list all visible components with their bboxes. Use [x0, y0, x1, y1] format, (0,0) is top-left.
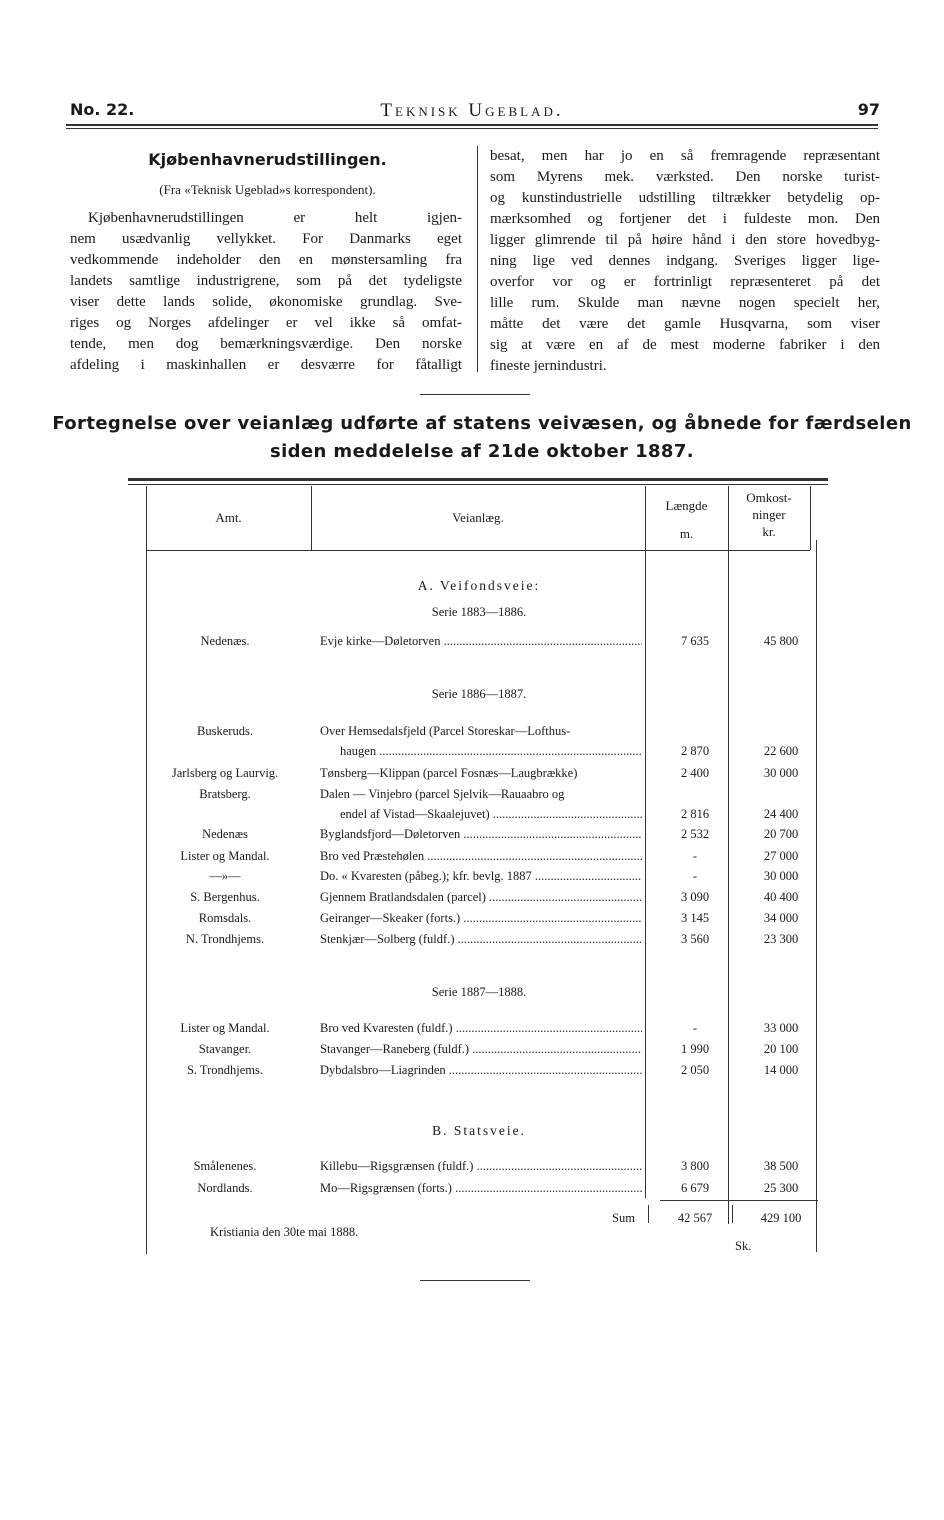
table-top-rule-thin [128, 484, 828, 485]
article-title: Kjøbenhavnerudstillingen. [148, 150, 387, 169]
article-subtitle: (Fra «Teknisk Ugeblad»s korrespondent). [159, 182, 376, 197]
sum-label: Sum [612, 1211, 635, 1225]
length-cell: 2 816 [680, 807, 710, 821]
length-cell: 3 560 [680, 932, 710, 946]
veianlaeg-cell: Geiranger—Skeaker (forts.) ..... [320, 910, 642, 926]
amt-cell: Lister og Mandal. [180, 849, 270, 863]
cost-cell: 33 000 [763, 1021, 799, 1035]
length-cell: - [692, 1021, 698, 1035]
veianlaeg-cell: Do. « Kvaresten (påbeg.); kfr. bevlg. 1887 ..... [320, 868, 642, 884]
text-line: afdeling i maskinhallen er desværre for fåtalligt [70, 357, 462, 373]
place-date: Kristiania den 30te mai 1888. [210, 1225, 359, 1239]
veianlaeg-cell: Tønsberg—Klippan (parcel Fosnæs—Laugbrække) [320, 766, 578, 780]
serie-heading: Serie 1883—1886. [431, 605, 527, 619]
sum-rule [660, 1200, 818, 1201]
article-left-column [70, 208, 462, 376]
cost-cell: 30 000 [763, 869, 799, 883]
col-divider-vei-sum [648, 1205, 649, 1223]
text-line: landets samtlige industrigrene, som på det tydeligste [70, 273, 462, 289]
cost-cell: 27 000 [763, 849, 799, 863]
text-line: besat, men har jo en så fremragende repræsentant [490, 148, 880, 164]
table-right-border [810, 486, 811, 550]
veianlaeg-cell: Stavanger—Raneberg (fuldf.) ..... [320, 1041, 642, 1057]
amt-cell: Bratsberg. [199, 787, 251, 801]
veianlaeg-cell: Stenkjær—Solberg (fuldf.) ..... [320, 931, 642, 947]
page-number: 97 [857, 100, 880, 119]
article-right-column [490, 146, 880, 377]
text-line: vedkommende indeholder den en mønstersamling fra [70, 252, 462, 268]
amt-cell: Nedenæs [202, 827, 248, 841]
veianlaeg-cell: Gjennem Bratlandsdalen (parcel) ..... [320, 889, 642, 905]
veianlaeg-cell: Over Hemsedalsfjeld (Parcel Storeskar—Lofthus- [320, 724, 571, 738]
amt-cell: Lister og Mandal. [180, 1021, 270, 1035]
length-cell: 1 990 [680, 1042, 710, 1056]
amt-cell: S. Trondhjems. [186, 1063, 264, 1077]
amt-cell: Stavanger. [198, 1042, 252, 1056]
amt-cell: S. Bergenhus. [190, 890, 260, 904]
text-line: tende, men dog bemærkningsværdige. Den norske [70, 336, 462, 352]
text-line: sig at være en af de mest moderne fabriker i den [490, 337, 880, 353]
serie-heading: Serie 1887—1888. [431, 985, 527, 999]
length-cell: 3 800 [680, 1159, 710, 1173]
table-title-line-2: siden meddelelse af 21de oktober 1887. [269, 441, 695, 462]
header-omk-1: Omkost- [746, 490, 792, 505]
cost-cell: 14 000 [763, 1063, 799, 1077]
header-rule-thin [66, 128, 878, 129]
cost-cell: 30 000 [763, 766, 799, 780]
cost-cell: 38 500 [763, 1159, 799, 1173]
cost-cell: 24 400 [763, 807, 799, 821]
length-cell: 2 532 [680, 827, 710, 841]
veianlaeg-cell: Dalen — Vinjebro (parcel Sjelvik—Rauaabro og [320, 787, 565, 801]
length-cell: 3 090 [680, 890, 710, 904]
section-b-heading: B. Statsveie. [432, 1123, 526, 1138]
veianlaeg-cell: Byglandsfjord—Døletorven ..... [320, 826, 642, 842]
text-line: lille rum. Skulde man nævne nogen specielt her, [490, 295, 880, 311]
signature: Sk. [735, 1239, 752, 1253]
header-veianlaeg: Veianlæg. [452, 510, 504, 525]
journal-title: Teknisk Ugeblad. [380, 100, 564, 121]
column-divider [477, 146, 478, 372]
text-line: Kjøbenhavnerudstillingen er helt igjen- [88, 210, 462, 226]
amt-cell: —»— [209, 869, 241, 883]
cost-cell: 22 600 [763, 744, 799, 758]
veianlaeg-cell: endel af Vistad—Skaalejuvet) ..... [340, 806, 642, 822]
table-title-line-1: Fortegnelse over veianlæg udførte af statens veivæsen, og åbnede for færdselen [52, 413, 912, 434]
veianlaeg-cell: Bro ved Kvaresten (fuldf.) ..... [320, 1020, 642, 1036]
text-line: viser dette lands solide, økonomiske grundlag. Sve- [70, 294, 462, 310]
text-line: nem usædvanlig vellykket. For Danmarks eget [70, 231, 462, 247]
text-line: og kunstindustrielle udstilling tiltrækker betydelig op- [490, 190, 880, 206]
table-left-border [146, 486, 147, 1254]
header-rule [66, 124, 878, 126]
veianlaeg-cell: Evje kirke—Døletorven ..... [320, 633, 642, 649]
veianlaeg-cell: haugen ..... [340, 743, 642, 759]
length-cell: 6 679 [680, 1181, 710, 1195]
header-omk-2: ninger [752, 507, 786, 522]
header-laengde: Længde [665, 498, 708, 513]
cost-cell: 23 300 [763, 932, 799, 946]
serie-heading: Serie 1886—1887. [431, 687, 527, 701]
cost-cell: 40 400 [763, 890, 799, 904]
length-cell: 2 400 [680, 766, 710, 780]
cost-cell: 25 300 [763, 1181, 799, 1195]
length-cell: - [692, 849, 698, 863]
cost-cell: 20 700 [763, 827, 799, 841]
length-cell: 7 635 [680, 634, 710, 648]
veianlaeg-cell: Killebu—Rigsgrænsen (fuldf.) ..... [320, 1158, 642, 1174]
text-line: måtte det være det gamle Husqvarna, som viser [490, 316, 880, 332]
cost-cell: 20 100 [763, 1042, 799, 1056]
amt-cell: Jarlsberg og Laurvig. [171, 766, 279, 780]
article-end-rule [420, 394, 530, 395]
issue-number: No. 22. [70, 100, 135, 119]
length-cell: 2 870 [680, 744, 710, 758]
header-omk-3: kr. [762, 524, 776, 539]
length-cell: 2 050 [680, 1063, 710, 1077]
header-laengde-unit: m. [679, 526, 694, 541]
veianlaeg-cell: Bro ved Præstehølen ..... [320, 848, 642, 864]
amt-cell: Romsdals. [198, 911, 252, 925]
table-top-rule [128, 478, 828, 481]
veianlaeg-cell: Dybdalsbro—Liagrinden ..... [320, 1062, 642, 1078]
amt-cell: Smålenenes. [193, 1159, 257, 1173]
text-line: riges og Norges afdelinger er vel ikke så omfat- [70, 315, 462, 331]
section-a-heading: A. Veifondsveie: [417, 578, 541, 593]
sum-cost: 429 100 [760, 1211, 802, 1225]
cost-cell: 34 000 [763, 911, 799, 925]
cost-cell: 45 800 [763, 634, 799, 648]
sum-length: 42 567 [677, 1211, 713, 1225]
text-line: mærksomhed og fortjener det i fuldeste mon. Den [490, 211, 880, 227]
length-cell: - [692, 869, 698, 883]
veianlaeg-cell: Mo—Rigsgrænsen (forts.) ..... [320, 1180, 642, 1196]
text-line: overfor vor og er fortrinligt repræsenteret på det [490, 274, 880, 290]
page-end-rule [420, 1280, 530, 1281]
text-line: ligger glimrende til på høire hånd i den store hovedbyg- [490, 232, 880, 248]
text-line: fineste jernindustri. [490, 358, 607, 374]
amt-cell: Nedenæs. [200, 634, 250, 648]
length-cell: 3 145 [680, 911, 710, 925]
text-line: som Myrens mek. værksted. Den norske turist- [490, 169, 880, 185]
text-line: ning lige ved dennes indgang. Sveriges ligger lige- [490, 253, 880, 269]
amt-cell: Buskeruds. [197, 724, 253, 738]
header-amt: Amt. [215, 510, 242, 525]
amt-cell: Nordlands. [197, 1181, 253, 1195]
header-bottom-rule [146, 550, 810, 551]
amt-cell: N. Trondhjems. [185, 932, 265, 946]
